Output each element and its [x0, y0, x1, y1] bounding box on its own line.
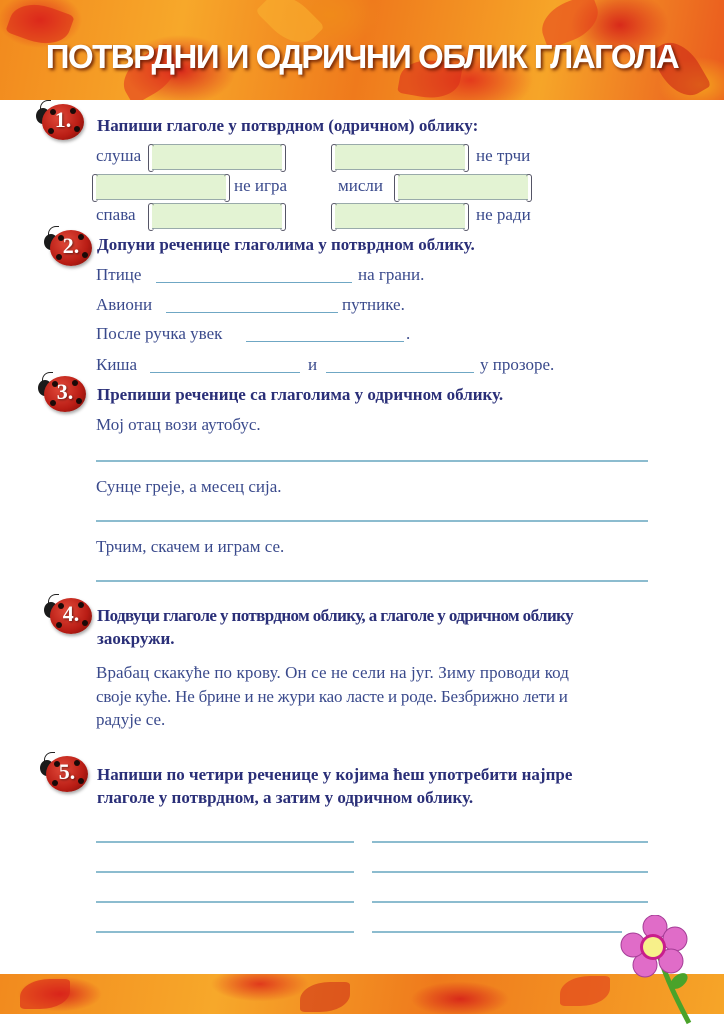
answer-box[interactable]	[152, 144, 282, 170]
sentence-end: .	[406, 324, 411, 343]
page-title: ПОТВРДНИ И ОДРИЧНИ ОБЛИК ГЛАГОЛА	[45, 38, 679, 75]
sentence-start: Авиони	[96, 295, 153, 314]
writing-line[interactable]	[372, 841, 648, 843]
task-number: 2.	[62, 233, 80, 258]
fill-blank[interactable]	[166, 312, 338, 313]
sentence-end: на грани.	[358, 265, 425, 284]
writing-line[interactable]	[96, 901, 354, 903]
sentence-end: у прозоре.	[480, 355, 555, 374]
sentence-end: путнике.	[342, 295, 405, 314]
verb-label: спава	[96, 205, 136, 224]
header-banner	[0, 0, 724, 100]
ladybug-icon	[44, 594, 92, 634]
paragraph-line: радује се.	[96, 710, 166, 729]
writing-line[interactable]	[96, 520, 648, 522]
ladybug-icon	[40, 752, 88, 792]
sentence: Трчим, скачем и играм се.	[96, 537, 285, 556]
writing-line[interactable]	[96, 871, 354, 873]
verb-label: не игра	[234, 176, 288, 195]
writing-line[interactable]	[372, 931, 622, 933]
answer-box[interactable]	[152, 203, 282, 229]
task-number: 4.	[62, 601, 80, 626]
task4-instruction: заокружи.	[97, 629, 175, 648]
writing-line[interactable]	[372, 901, 648, 903]
writing-line[interactable]	[96, 460, 648, 462]
sentence-start: Киша	[96, 355, 138, 374]
verb-label: не трчи	[476, 146, 531, 165]
answer-box[interactable]	[335, 203, 465, 229]
task1-instruction: Напиши глаголе у потврдном (одричном) облику:	[97, 116, 479, 135]
task-number: 3.	[56, 379, 74, 404]
sentence: Мој отац вози аутобус.	[96, 415, 261, 434]
answer-box[interactable]	[335, 144, 465, 170]
verb-label: мисли	[338, 176, 383, 195]
sentence-start: После ручка увек	[96, 324, 223, 343]
verb-label: слуша	[96, 146, 142, 165]
fill-blank[interactable]	[156, 282, 352, 283]
answer-box[interactable]	[398, 174, 528, 200]
answer-box[interactable]	[96, 174, 226, 200]
task4-instruction: Подвуци глаголе у потврдном облику, а глаголе у одричном облику	[97, 606, 574, 625]
sentence-start: Птице	[96, 265, 142, 284]
task5-instruction: Напиши по четири реченице у којима ћеш употребити најпре	[97, 765, 573, 784]
writing-line[interactable]	[96, 841, 354, 843]
writing-line[interactable]	[96, 580, 648, 582]
verb-label: не ради	[476, 205, 531, 224]
writing-line[interactable]	[96, 931, 354, 933]
sentence-middle: и	[308, 355, 318, 374]
writing-line[interactable]	[372, 871, 648, 873]
task2-instruction: Допуни реченице глаголима у потврдном облику.	[97, 235, 475, 254]
task-number: 5.	[58, 759, 76, 784]
ladybug-icon	[44, 226, 92, 266]
ladybug-icon	[38, 372, 86, 412]
paragraph-line: своје куће. Не брине и не жури као ласте и роде. Безбрижно лети и	[96, 687, 568, 706]
sentence: Сунце греје, а месец сија.	[96, 477, 282, 496]
fill-blank[interactable]	[150, 372, 300, 373]
task-number: 1.	[54, 107, 72, 132]
paragraph-line: Врабац скакуће по крову. Он се не сели на југ. Зиму проводи код	[96, 663, 570, 682]
task3-instruction: Препиши реченице са глаголима у одричном облику.	[97, 385, 504, 404]
task5-instruction: глаголе у потврдном, а затим у одричном облику.	[97, 788, 474, 807]
ladybug-icon	[36, 100, 84, 140]
fill-blank[interactable]	[326, 372, 474, 373]
flower-icon	[615, 915, 695, 1025]
fill-blank[interactable]	[246, 341, 404, 342]
